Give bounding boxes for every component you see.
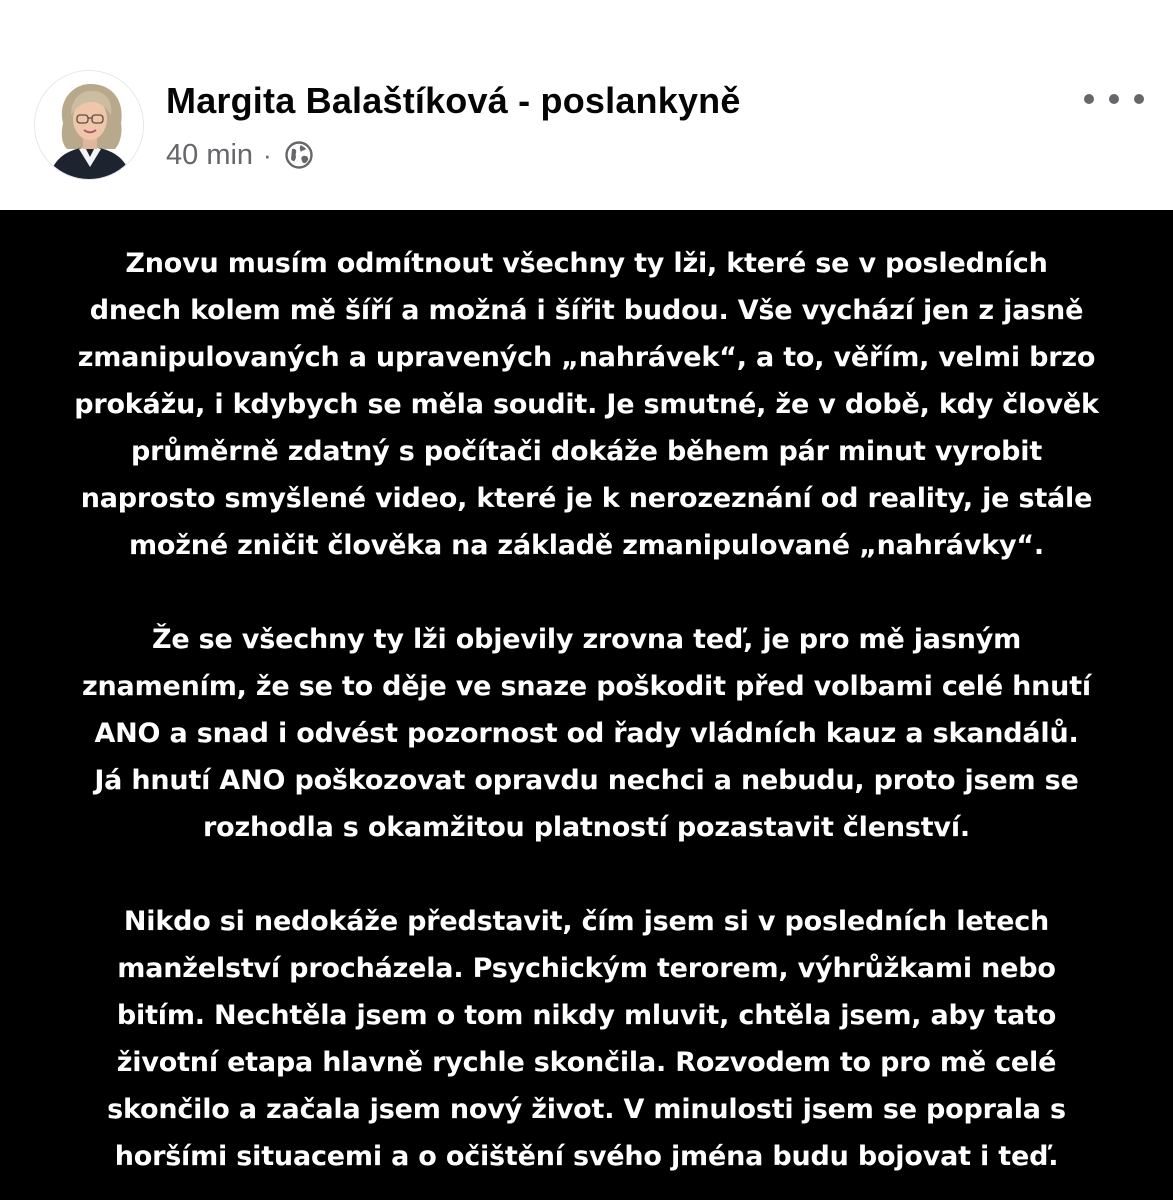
text-line: Já hnutí ANO poškozovat opravdu nechci a nebudu, proto jsem se: [94, 765, 1079, 796]
statement-paragraph-1: [20, 240, 1153, 569]
statement-text: [20, 240, 1153, 1180]
text-line: Znovu musím odmítnout všechny ty lži, které se v posledních: [125, 248, 1048, 279]
profile-photo: [35, 71, 144, 180]
more-options-button[interactable]: [1084, 84, 1144, 114]
text-line: horšími situacemi a o očištění svého jména budu bojovat i teď.: [114, 1141, 1059, 1172]
more-dot-icon: [1084, 94, 1094, 104]
post-meta: [166, 138, 314, 172]
text-line: Že se všechny ty lži objevily zrovna teď, je pro mě jasným: [151, 624, 1022, 655]
text-line: znamením, že se to děje ve snaze poškodit před volbami celé hnutí: [82, 671, 1091, 702]
text-line: Nikdo si nedokáže představit, čím jsem si v posledních letech: [123, 906, 1050, 937]
post-time[interactable]: 40 min: [166, 138, 254, 171]
globe-icon[interactable]: [284, 140, 314, 170]
text-line: prokážu, i kdybych se měla soudit. Je smutné, že v době, kdy člověk: [74, 389, 1099, 420]
text-line: manželství procházela. Psychickým terorem, výhrůžkami nebo: [117, 953, 1056, 984]
text-line: dnech kolem mě šíří a možná i šířit budou. Vše vychází jen z jasně: [89, 295, 1084, 326]
statement-paragraph-3: [20, 898, 1153, 1180]
text-line: naprosto smyšlené video, které je k nerozeznání od reality, je stále: [80, 483, 1093, 514]
text-line: skončilo a začala jsem nový život. V minulosti jsem se poprala s: [107, 1094, 1066, 1125]
post-header: [0, 0, 1173, 210]
more-dot-icon: [1109, 94, 1119, 104]
text-line: zmanipulovaných a upravených „nahrávek“, a to, věřím, velmi brzo: [77, 342, 1096, 373]
statement-image[interactable]: [0, 210, 1173, 1200]
text-line: ANO a snad i odvést pozornost od řady vládních kauz a skandálů.: [94, 718, 1079, 749]
text-line: rozhodla s okamžitou platností pozastavit členství.: [203, 812, 970, 843]
author-avatar[interactable]: [34, 70, 144, 180]
text-line: průměrně zdatný s počítači dokáže během pár minut vyrobit: [130, 436, 1043, 467]
statement-paragraph-2: [20, 616, 1153, 851]
text-line: možné zničit člověka na základě zmanipulované „nahrávky“.: [129, 530, 1044, 561]
text-line: bitím. Nechtěla jsem o tom nikdy mluvit, chtěla jsem, aby tato: [116, 1000, 1057, 1031]
author-name[interactable]: Margita Balaštíková - poslankyně: [166, 80, 741, 121]
more-dot-icon: [1134, 94, 1144, 104]
text-line: životní etapa hlavně rychle skončila. Rozvodem to pro mě celé: [116, 1047, 1057, 1078]
meta-separator: ·: [263, 139, 272, 170]
